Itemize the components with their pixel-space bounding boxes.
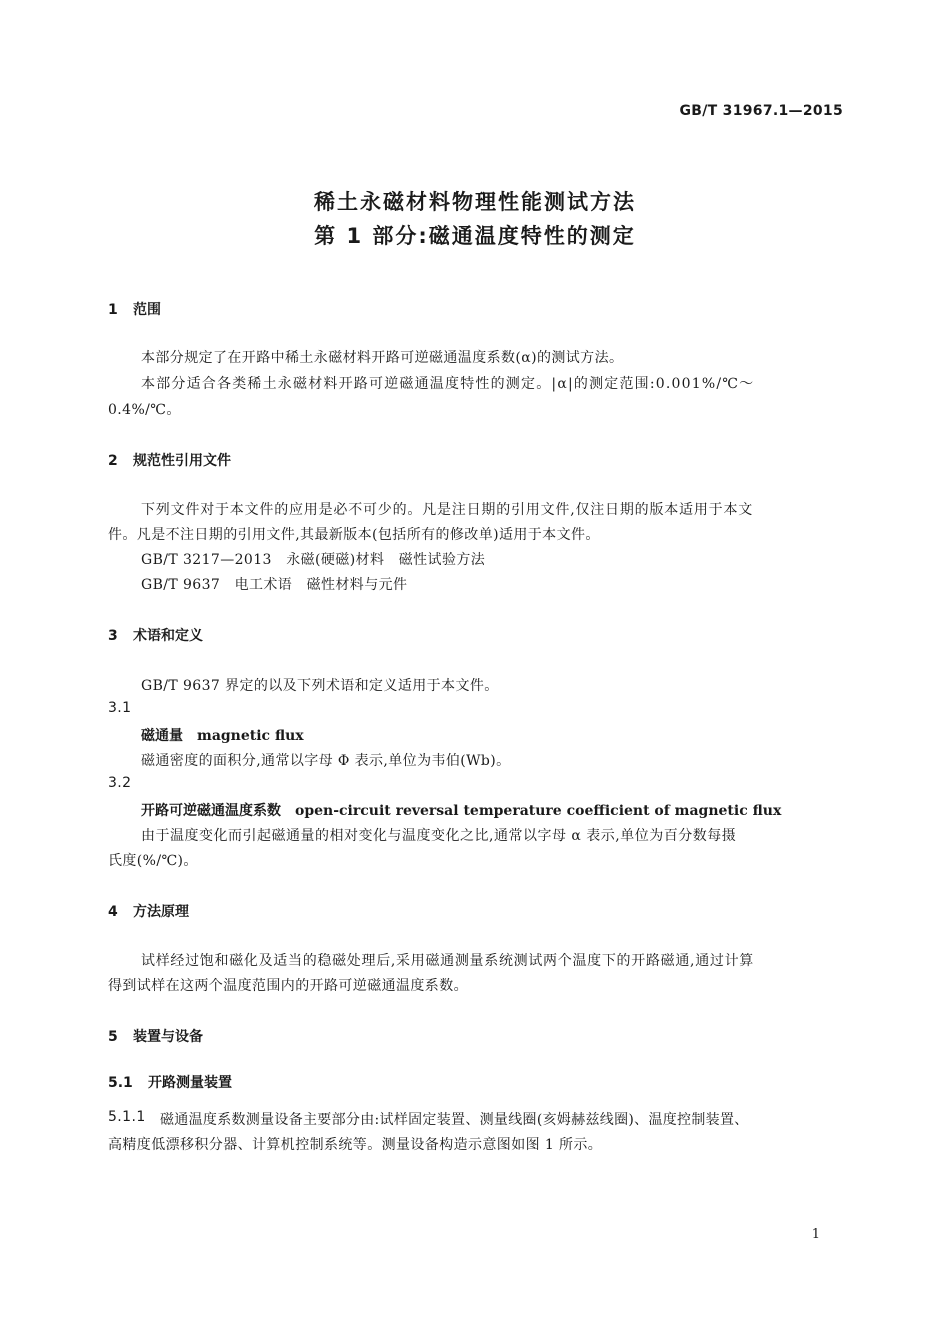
section-5-heading	[108, 1026, 203, 1046]
paragraph-continuation: 得到试样在这两个温度范围内的开路可逆磁通温度系数。	[108, 978, 468, 994]
subsection-number: 5.1	[108, 1075, 133, 1091]
section-number: 1	[108, 302, 118, 318]
term-number: 3.2	[108, 775, 132, 791]
document-title-line1: 稀土永磁材料物理性能测试方法	[314, 190, 636, 214]
subsection-title: 开路测量装置	[148, 1075, 232, 1091]
section-1-heading	[108, 299, 161, 319]
section-title: 装置与设备	[133, 1029, 203, 1045]
section-number: 3	[108, 628, 118, 644]
term-definition: 由于温度变化而引起磁通量的相对变化与温度变化之比,通常以字母 α 表示,单位为百分数每摄	[141, 828, 737, 844]
paragraph: 试样经过饱和磁化及适当的稳磁处理后,采用磁通测量系统测试两个温度下的开路磁通,通过计算	[141, 953, 754, 969]
section-number: 5	[108, 1029, 118, 1045]
term-number: 3.1	[108, 700, 132, 716]
section-title: 范围	[133, 302, 161, 318]
section-number: 2	[108, 453, 118, 469]
section-title: 术语和定义	[133, 628, 203, 644]
document-title-line2: 第 1 部分:磁通温度特性的测定	[314, 224, 636, 248]
section-3-heading	[108, 625, 203, 645]
subsection-5-1-heading	[108, 1072, 232, 1092]
paragraph-continuation: 0.4%/℃。	[108, 402, 181, 418]
paragraph: 本部分适合各类稀土永磁材料开路可逆磁通温度特性的测定。|α|的测定范围:0.001%/℃～	[141, 376, 755, 392]
paragraph: 磁通温度系数测量设备主要部分由:试样固定装置、测量线圈(亥姆赫兹线圈)、温度控制装置、	[160, 1112, 749, 1128]
term-name: 磁通量 magnetic flux	[141, 728, 304, 744]
section-2-heading	[108, 450, 231, 470]
normative-reference: GB/T 9637 电工术语 磁性材料与元件	[141, 577, 408, 593]
normative-reference: GB/T 3217—2013 永磁(硬磁)材料 磁性试验方法	[141, 552, 486, 568]
paragraph: 本部分规定了在开路中稀土永磁材料开路可逆磁通温度系数(α)的测试方法。	[141, 350, 624, 366]
page-number: 1	[811, 1227, 820, 1242]
term-definition-continuation: 氏度(%/℃)。	[108, 853, 198, 869]
section-number: 4	[108, 904, 118, 920]
paragraph-continuation: 件。凡是不注日期的引用文件,其最新版本(包括所有的修改单)适用于本文件。	[108, 527, 600, 543]
section-title: 规范性引用文件	[133, 453, 231, 469]
paragraph: 下列文件对于本文件的应用是必不可少的。凡是注日期的引用文件,仅注日期的版本适用于本文	[141, 502, 754, 518]
section-title: 方法原理	[133, 904, 189, 920]
term-definition: 磁通密度的面积分,通常以字母 Φ 表示,单位为韦伯(Wb)。	[141, 753, 511, 769]
term-name: 开路可逆磁通温度系数 open-circuit reversal temperature coefficient of magnetic flux	[141, 803, 782, 819]
paragraph-continuation: 高精度低漂移积分器、计算机控制系统等。测量设备构造示意图如图 1 所示。	[108, 1137, 603, 1153]
paragraph: GB/T 9637 界定的以及下列术语和定义适用于本文件。	[141, 678, 499, 694]
standard-number: GB/T 31967.1—2015	[679, 103, 843, 119]
clause-number: 5.1.1	[108, 1109, 146, 1125]
section-4-heading	[108, 901, 189, 921]
